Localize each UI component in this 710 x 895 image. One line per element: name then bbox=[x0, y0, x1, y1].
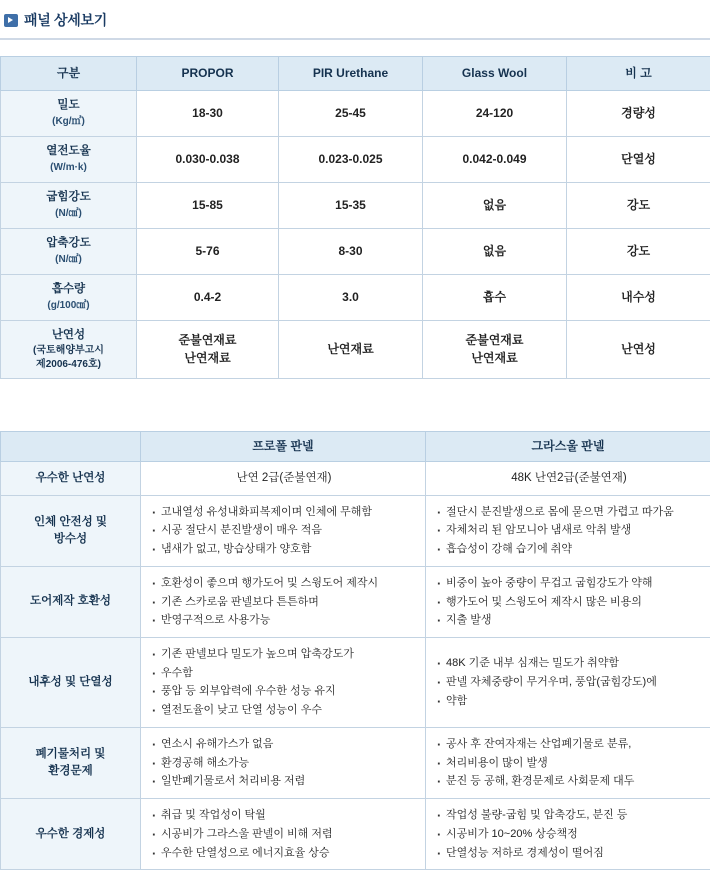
spec-cell-5-propor bbox=[137, 321, 279, 379]
list-item: · 판넬 자체중량이 무거우며, 풍압(굽힘강도)에 bbox=[436, 674, 702, 691]
bullet-list bbox=[436, 575, 702, 629]
cmp-col-0 bbox=[1, 431, 141, 461]
list-item: · 단열성능 저하로 경제성이 떨어짐 bbox=[436, 845, 702, 862]
spec-table-header-row bbox=[1, 57, 710, 91]
spec-cell-3-propor: 5-76 bbox=[137, 229, 279, 275]
list-item-cont: · 행가도어 및 스윙도어 제작시 많은 비용의 bbox=[436, 594, 702, 611]
section-spacer bbox=[0, 379, 710, 431]
list-item: · 48K 기준 내부 심재는 밀도가 취약함 bbox=[436, 655, 702, 672]
spec-col-3: Glass Wool bbox=[423, 57, 567, 91]
table-row bbox=[1, 638, 710, 728]
spec-cell-5-glass-line1: 준불연재료 bbox=[465, 333, 524, 348]
list-item: · 흡습성이 강해 습기에 취약 bbox=[436, 541, 702, 558]
spec-cell-2-propor: 15-85 bbox=[137, 183, 279, 229]
page-header bbox=[0, 0, 710, 40]
cmp-col-1: 프로폴 판넬 bbox=[141, 431, 426, 461]
cmp-cell-5-propol bbox=[141, 799, 426, 870]
spec-row-label-1 bbox=[1, 137, 137, 183]
spec-col-0: 구분 bbox=[1, 57, 137, 91]
bullet-list bbox=[436, 655, 702, 709]
spec-cell-1-glass: 0.042-0.049 bbox=[423, 137, 567, 183]
cmp-row-label-1 bbox=[1, 495, 141, 566]
cmp-cell-4-glass bbox=[426, 727, 710, 798]
list-item: · 자체처리 된 암모니아 냄새로 악취 발생 bbox=[436, 522, 702, 539]
list-item-cont: · 지출 발생 bbox=[436, 612, 702, 629]
play-triangle-icon bbox=[4, 14, 18, 27]
cmp-cell-1-glass bbox=[426, 495, 710, 566]
spec-cell-4-note: 내수성 bbox=[567, 275, 710, 321]
spec-row-unit-4: (g/100㎠) bbox=[47, 300, 90, 312]
table-row bbox=[1, 462, 710, 496]
spec-cell-5-propor-line1: 준불연재료 bbox=[178, 333, 237, 348]
cmp-cell-2-propol bbox=[141, 566, 426, 637]
cmp-row-label-4 bbox=[1, 727, 141, 798]
bullet-list bbox=[151, 504, 417, 558]
cmp-cell-3-propol bbox=[141, 638, 426, 728]
bullet-list bbox=[436, 736, 702, 790]
spec-cell-0-glass: 24-120 bbox=[423, 91, 567, 137]
list-item-cont: · 기존 스카로움 판넬보다 튼튼하며 bbox=[151, 594, 417, 611]
list-item: · 공사 후 잔여자재는 산업폐기물로 분류, bbox=[436, 736, 702, 753]
list-item: · 시공비가 그라스울 판넬이 비해 저렴 bbox=[151, 826, 417, 843]
spec-cell-2-note: 강도 bbox=[567, 183, 710, 229]
table-row bbox=[1, 495, 710, 566]
cmp-row-label-0: 우수한 난연성 bbox=[1, 462, 141, 496]
spec-cell-2-pir: 15-35 bbox=[279, 183, 423, 229]
cmp-row-label-5: 우수한 경제성 bbox=[1, 799, 141, 870]
bullet-list bbox=[151, 736, 417, 790]
spec-cell-0-propor: 18-30 bbox=[137, 91, 279, 137]
spec-row-label-text-0: 밀도 bbox=[57, 99, 80, 112]
spec-cell-1-propor: 0.030-0.038 bbox=[137, 137, 279, 183]
list-item-cont: · 우수함 bbox=[151, 665, 417, 682]
comparison-table-header-row bbox=[1, 431, 710, 461]
spec-cell-4-pir: 3.0 bbox=[279, 275, 423, 321]
table-row bbox=[1, 799, 710, 870]
spec-cell-1-pir: 0.023-0.025 bbox=[279, 137, 423, 183]
spec-cell-3-pir: 8-30 bbox=[279, 229, 423, 275]
list-item: · 고내열성 유성내화피복제이며 인체에 무해함 bbox=[151, 504, 417, 521]
table-row bbox=[1, 321, 710, 379]
list-item-cont: · 약함 bbox=[436, 693, 702, 710]
table-row bbox=[1, 137, 710, 183]
cmp-cell-3-glass bbox=[426, 638, 710, 728]
list-item: · 냄새가 없고, 방습상태가 양호함 bbox=[151, 541, 417, 558]
cmp-row-label-3: 내후성 및 단열성 bbox=[1, 638, 141, 728]
spec-row-label-text-3: 압축강도 bbox=[46, 237, 91, 250]
spec-row-label-4 bbox=[1, 275, 137, 321]
spec-cell-4-propor: 0.4-2 bbox=[137, 275, 279, 321]
cmp-cell-0-glass: 48K 난연2급(준불연재) bbox=[426, 462, 710, 496]
list-item: · 연소시 유해가스가 없음 bbox=[151, 736, 417, 753]
spec-cell-5-glass bbox=[423, 321, 567, 379]
spec-cell-5-propor-line2: 난연재료 bbox=[184, 351, 231, 366]
list-item: · 취급 및 작업성이 탁월 bbox=[151, 807, 417, 824]
list-item-cont: · 처리비용이 많이 발생 bbox=[436, 755, 702, 772]
list-item: · 분진 등 공해, 환경문제로 사회문제 대두 bbox=[436, 773, 702, 790]
spec-cell-4-glass: 흡수 bbox=[423, 275, 567, 321]
spec-table bbox=[0, 56, 710, 379]
list-item: · 작업성 불량-굽힘 및 압축강도, 분진 등 bbox=[436, 807, 702, 824]
spec-cell-0-pir: 25-45 bbox=[279, 91, 423, 137]
cmp-cell-1-propol bbox=[141, 495, 426, 566]
spec-col-4: 비 고 bbox=[567, 57, 710, 91]
spec-col-2: PIR Urethane bbox=[279, 57, 423, 91]
cmp-row-label-1-line2: 방수성 bbox=[53, 532, 88, 545]
spec-cell-3-glass: 없음 bbox=[423, 229, 567, 275]
list-item: · 호환성이 좋으며 행가도어 및 스윙도어 제작시 bbox=[151, 575, 417, 592]
list-item: · 우수한 단열성으로 에너지효율 상승 bbox=[151, 845, 417, 862]
spec-row-label-text-5: 난연성 bbox=[51, 329, 86, 341]
table-row bbox=[1, 566, 710, 637]
list-item: · 일반폐기물로서 처리비용 저렴 bbox=[151, 773, 417, 790]
bullet-list bbox=[436, 807, 702, 861]
spec-row-label-text-2: 굽힘강도 bbox=[46, 191, 91, 204]
cmp-row-label-1-line1: 인체 안전성 및 bbox=[33, 515, 108, 528]
bullet-list bbox=[151, 646, 417, 719]
list-item-cont: · 반영구적으로 사용가능 bbox=[151, 612, 417, 629]
spec-row-sub2-5: 제2006-476호) bbox=[36, 358, 101, 370]
list-item: · 시공비가 10~20% 상승책정 bbox=[436, 826, 702, 843]
spec-cell-3-note: 강도 bbox=[567, 229, 710, 275]
bullet-list bbox=[151, 807, 417, 861]
table-row bbox=[1, 183, 710, 229]
table-row bbox=[1, 229, 710, 275]
spec-table-wrap bbox=[0, 56, 710, 379]
spec-row-label-text-1: 열전도율 bbox=[46, 145, 91, 158]
page-title: 패널 상세보기 bbox=[24, 12, 107, 28]
bullet-list bbox=[436, 504, 702, 558]
spec-row-label-3 bbox=[1, 229, 137, 275]
spec-cell-2-glass: 없음 bbox=[423, 183, 567, 229]
spec-row-unit-3: (N/㎠) bbox=[55, 254, 82, 266]
spec-cell-1-note: 단열성 bbox=[567, 137, 710, 183]
spec-cell-5-glass-line2: 난연재료 bbox=[471, 351, 518, 366]
cmp-row-label-4-line2: 환경문제 bbox=[48, 765, 93, 777]
spec-cell-5-note: 난연성 bbox=[567, 321, 710, 379]
list-item: · 환경공해 해소가능 bbox=[151, 755, 417, 772]
cmp-cell-2-glass bbox=[426, 566, 710, 637]
comparison-table bbox=[0, 431, 710, 871]
cmp-row-label-4-line1: 폐기물처리 및 bbox=[35, 747, 106, 760]
spec-row-unit-2: (N/㎠) bbox=[55, 208, 82, 220]
list-item: · 기존 판넬보다 밀도가 높으며 압축강도가 bbox=[151, 646, 417, 663]
list-item: · 절단시 분진발생으로 몸에 묻으면 가렵고 따가움 bbox=[436, 504, 702, 521]
cmp-cell-5-glass bbox=[426, 799, 710, 870]
table-row bbox=[1, 91, 710, 137]
list-item: · 시공 절단시 분진발생이 매우 적음 bbox=[151, 522, 417, 539]
spec-row-label-0 bbox=[1, 91, 137, 137]
bullet-list bbox=[151, 575, 417, 629]
spec-row-label-5 bbox=[1, 321, 137, 379]
list-item: · 풍압 등 외부압력에 우수한 성능 유지 bbox=[151, 683, 417, 700]
table-row bbox=[1, 275, 710, 321]
list-item: · 비중이 높아 중량이 무겁고 굽힘강도가 약해 bbox=[436, 575, 702, 592]
cmp-row-label-2: 도어제작 호환성 bbox=[1, 566, 141, 637]
list-item: · 열전도율이 낮고 단열 성능이 우수 bbox=[151, 702, 417, 719]
spec-row-unit-0: (Kg/㎥) bbox=[52, 116, 85, 128]
spec-row-label-text-4: 흡수량 bbox=[51, 283, 86, 296]
spec-row-label-2 bbox=[1, 183, 137, 229]
spec-cell-0-note: 경량성 bbox=[567, 91, 710, 137]
spec-cell-5-pir: 난연재료 bbox=[279, 321, 423, 379]
spec-col-1: PROPOR bbox=[137, 57, 279, 91]
cmp-cell-4-propol bbox=[141, 727, 426, 798]
table-row bbox=[1, 727, 710, 798]
cmp-col-2: 그라스울 판넬 bbox=[426, 431, 710, 461]
spec-row-unit-1: (W/m·k) bbox=[50, 162, 87, 174]
cmp-cell-0-propol: 난연 2급(준불연재) bbox=[141, 462, 426, 496]
spec-row-sub1-5: (국토해양부고시 bbox=[33, 344, 104, 356]
